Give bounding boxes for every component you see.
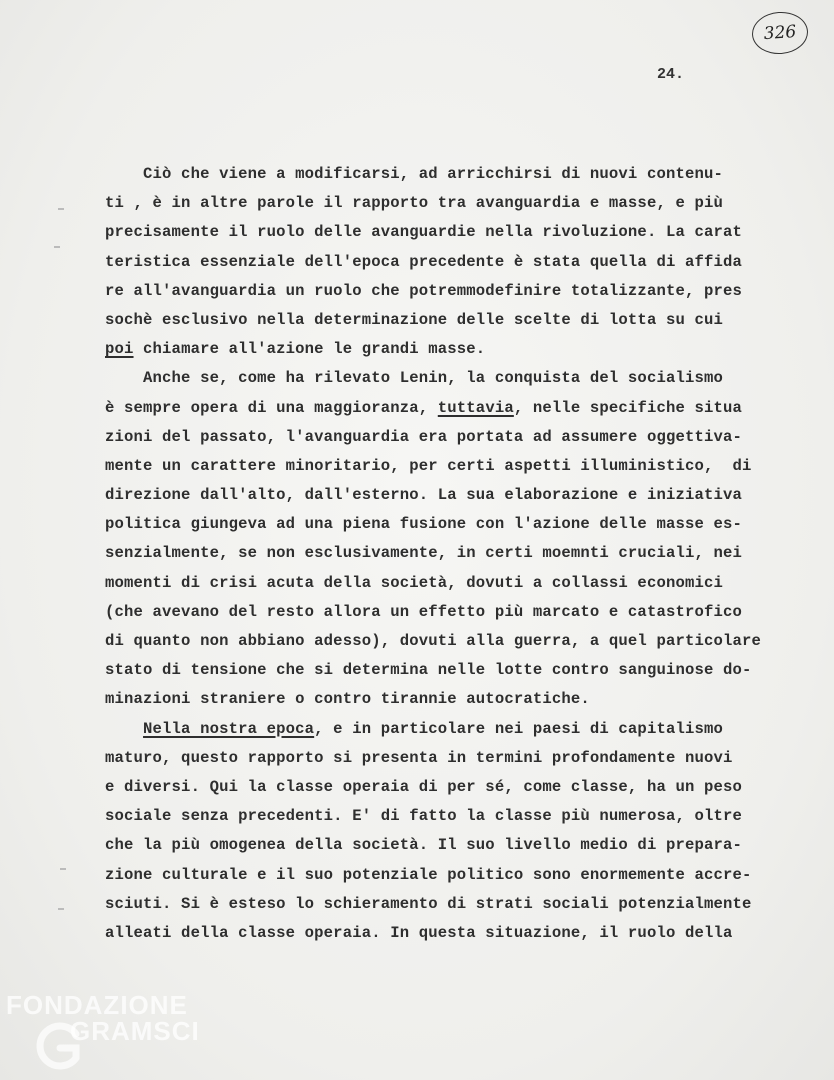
text-segment: , nelle specifiche situa — [513, 398, 743, 417]
underlined-text: Nella nostra epoca — [143, 719, 315, 738]
text-line — [105, 715, 785, 744]
text-segment: minazioni straniere o contro tirannie autocratiche. — [105, 690, 590, 709]
archive-number: 326 — [763, 21, 797, 45]
text-line — [105, 890, 785, 919]
text-line — [105, 394, 785, 423]
text-segment: politica giungeva ad una piena fusione con l'azione delle masse es- — [105, 515, 743, 534]
text-segment: teristica essenziale dell'epoca precedente è stata quella di affida — [105, 252, 743, 271]
text-line — [105, 189, 785, 218]
text-segment: sochè esclusivo nella determinazione delle scelte di lotta su cui — [105, 310, 724, 329]
text-segment: zioni del passato, l'avanguardia era portata ad assumere oggettiva- — [105, 427, 743, 446]
text-segment: Ciò che viene a modificarsi, ad arricchirsi di nuovi contenu- — [105, 165, 724, 183]
text-segment: che la più omogenea della società. Il suo livello medio di prepara- — [105, 836, 743, 855]
text-line — [105, 277, 785, 306]
text-segment: Anche se, come ha rilevato Lenin, la conquista del socialismo — [105, 369, 724, 388]
text-segment: è sempre opera di una maggioranza, — [105, 398, 438, 417]
page-number: 24. — [657, 66, 685, 83]
text-line — [105, 773, 785, 802]
text-segment: ti , è in altre parole il rapporto tra avanguardia e masse, e più — [105, 194, 724, 213]
watermark-line-1: FONDAZIONE — [6, 990, 188, 1020]
text-line — [105, 656, 785, 685]
text-line — [105, 919, 785, 948]
text-line — [105, 423, 785, 452]
typed-body-text — [105, 160, 785, 948]
text-segment: mente un carattere minoritario, per certi aspetti illuministico, di — [105, 456, 752, 475]
text-line — [105, 627, 785, 656]
underlined-text: tuttavia — [437, 398, 514, 417]
text-line — [105, 744, 785, 773]
text-line — [105, 218, 785, 247]
text-line — [105, 598, 785, 627]
text-segment: chiamare all'azione le grandi masse. — [133, 340, 486, 359]
text-line — [105, 802, 785, 831]
margin-mark — [60, 868, 66, 870]
margin-mark — [58, 208, 64, 210]
text-line — [105, 539, 785, 568]
text-segment: e diversi. Qui la classe operaia di per sé, come classe, ha un peso — [105, 777, 743, 796]
archive-number-stamp — [751, 10, 810, 56]
text-segment: direzione dall'alto, dall'esterno. La sua elaborazione e iniziativa — [105, 486, 743, 505]
text-segment: di quanto non abbiano adesso), dovuti alla guerra, a quel particolare — [105, 632, 762, 650]
text-line — [105, 685, 785, 714]
margin-mark — [54, 246, 60, 248]
text-line — [105, 160, 785, 189]
watermark-line-2: GRAMSCI — [70, 1016, 200, 1046]
text-line — [105, 569, 785, 598]
text-line — [105, 248, 785, 277]
text-segment: precisamente il ruolo delle avanguardie nella rivoluzione. La carat — [105, 223, 743, 242]
text-line — [105, 364, 785, 393]
text-segment — [105, 720, 143, 738]
text-line — [105, 510, 785, 539]
gramsci-logo-icon — [32, 1020, 82, 1072]
text-segment: sociale senza precedenti. E' di fatto la classe più numerosa, oltre — [105, 807, 743, 826]
text-segment: maturo, questo rapporto si presenta in termini profondamente nuovi — [105, 748, 733, 767]
text-segment: (che avevano del resto allora un effetto più marcato e catastrofico — [105, 602, 743, 621]
text-segment: zione culturale e il suo potenziale politico sono enormemente accre- — [105, 865, 752, 884]
text-line — [105, 861, 785, 890]
text-segment: stato di tensione che si determina nelle lotte contro sanguinose do- — [105, 661, 752, 680]
underlined-text: poi — [105, 340, 134, 359]
text-segment: sciuti. Si è esteso lo schieramento di strati sociali potenzialmente — [105, 894, 752, 913]
text-line — [105, 481, 785, 510]
text-segment: momenti di crisi acuta della società, dovuti a collassi economici — [105, 573, 724, 592]
text-segment: re all'avanguardia un ruolo che potremmodefinire totalizzante, pres — [105, 281, 743, 300]
margin-mark — [58, 908, 64, 910]
text-line — [105, 306, 785, 335]
text-line — [105, 831, 785, 860]
text-line — [105, 452, 785, 481]
text-segment: senzialmente, se non esclusivamente, in certi moemnti cruciali, nei — [105, 544, 743, 563]
text-segment: alleati della classe operaia. In questa situazione, il ruolo della — [105, 923, 733, 942]
text-line — [105, 335, 785, 364]
text-segment: , e in particolare nei paesi di capitalismo — [314, 719, 724, 738]
